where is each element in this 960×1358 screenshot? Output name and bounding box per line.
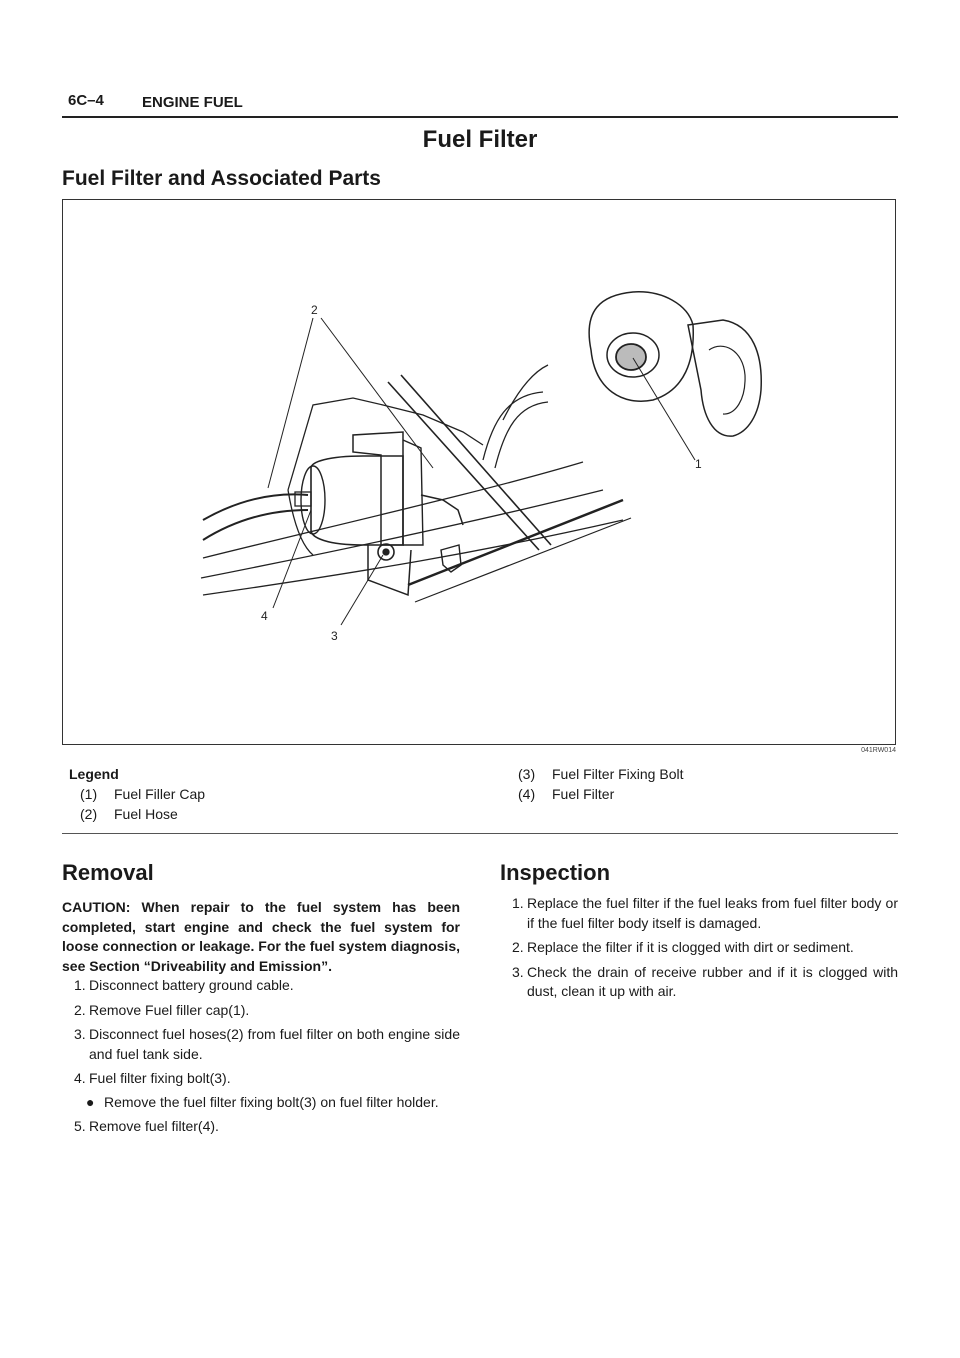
sub-bullet — [74, 1093, 460, 1113]
callout-4: 4 — [261, 609, 268, 623]
step-number: 4. — [74, 1070, 86, 1086]
list-item — [74, 1001, 460, 1021]
figure-code: 041RW014 — [861, 747, 896, 754]
page-title: Fuel Filter — [422, 126, 538, 153]
body-panel-line — [201, 490, 603, 578]
step-text: Check the drain of receive rubber and if it is clogged with dust, clean it up with air. — [527, 963, 898, 999]
list-item — [512, 894, 898, 933]
legend-number: (4) — [518, 786, 536, 802]
leader-line-3 — [341, 555, 383, 625]
legend-label: Fuel Filler Cap — [114, 786, 206, 802]
section-subtitle: Fuel Filter and Associated Parts — [62, 167, 381, 190]
list-item — [74, 976, 460, 996]
bracket-outline — [288, 398, 483, 490]
list-item — [74, 1069, 460, 1112]
filler-door-inner — [709, 346, 745, 414]
legend-label: Fuel Filter — [552, 786, 615, 802]
step-text: Disconnect battery ground cable. — [89, 977, 294, 993]
step-number: 3. — [74, 1026, 86, 1042]
legend-item — [80, 786, 205, 802]
step-text: Remove Fuel filler cap(1). — [89, 1001, 250, 1018]
page-number: 6C–4 — [68, 92, 104, 109]
legend-number: (2) — [80, 806, 98, 822]
leader-line-4 — [273, 510, 311, 608]
callout-1: 1 — [695, 457, 702, 471]
filter-holder — [353, 432, 403, 545]
step-text: Fuel filter fixing bolt(3). — [89, 1070, 231, 1086]
step-text: Disconnect fuel hoses(2) from fuel filter on both engine side and fuel tank side. — [89, 1026, 460, 1062]
step-number: 2. — [512, 939, 524, 955]
fuel-filter-illustration — [62, 199, 896, 745]
callout-2: 2 — [311, 303, 318, 317]
body-panel-line — [203, 462, 583, 558]
filler-cap — [616, 344, 646, 370]
legend-rule — [62, 833, 898, 834]
fuel-hose-left — [203, 510, 308, 540]
inspection-heading: Inspection — [500, 860, 611, 885]
filler-door — [688, 320, 761, 436]
legend-item — [518, 766, 683, 782]
step-number: 1. — [74, 977, 86, 993]
step-number: 3. — [512, 963, 524, 980]
section-name: ENGINE FUEL — [142, 94, 243, 111]
list-item — [74, 1025, 460, 1064]
fixing-bolt-center — [383, 549, 389, 555]
frame-rail — [415, 518, 631, 602]
legend-label: Fuel Filter Fixing Bolt — [552, 766, 684, 782]
callout-3: 3 — [331, 629, 338, 643]
outlet-fitting — [421, 495, 463, 525]
caution-text: CAUTION: When repair to the fuel system has been completed, start engine and check the fuel system for loose connection or leakage. For the fuel system diagnosis, see Section “Driveability and Emission”. — [62, 899, 460, 974]
frame-rail — [408, 500, 623, 585]
list-item — [512, 938, 898, 958]
leader-line-2a — [268, 318, 313, 488]
legend-item — [80, 806, 178, 822]
step-number: 5. — [74, 1118, 86, 1134]
filter-end-cap — [301, 466, 325, 534]
list-item — [74, 1117, 460, 1137]
legend-item — [518, 786, 614, 802]
legend-number: (3) — [518, 766, 536, 782]
header-rule — [62, 116, 898, 118]
fuel-pipe — [495, 402, 548, 468]
step-text: Replace the filter if it is clogged with dirt or sediment. — [527, 939, 854, 955]
step-number: 1. — [512, 895, 524, 911]
list-item — [512, 963, 898, 1002]
legend-title: Legend — [69, 766, 119, 782]
filled-circle-icon: ● — [86, 1093, 95, 1110]
removal-steps — [74, 976, 460, 1142]
step-text: Replace the fuel filter if the fuel leaks from fuel filter body or if the fuel filter body itself is damaged. — [527, 895, 898, 931]
inspection-steps — [512, 894, 898, 1007]
filter-holder — [403, 440, 423, 545]
sub-bullet-text: Remove the fuel filter fixing bolt(3) on fuel filter holder. — [104, 1093, 439, 1110]
step-text: Remove fuel filter(4). — [89, 1118, 219, 1134]
step-number: 2. — [74, 1001, 86, 1018]
removal-heading: Removal — [62, 860, 154, 885]
legend-label: Fuel Hose — [114, 806, 178, 822]
legend-number: (1) — [80, 786, 98, 802]
